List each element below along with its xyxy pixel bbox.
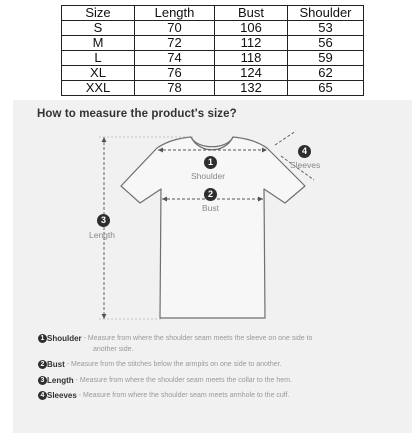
- cell-length: 70: [135, 21, 215, 36]
- legend-description: - Measure from the stitches below the armpits on one side to another.: [64, 361, 282, 369]
- cell-bust: 106: [215, 21, 288, 36]
- cell-bust: 124: [215, 66, 288, 81]
- legend-term: Bust: [47, 360, 65, 370]
- cell-length: 72: [135, 36, 215, 51]
- header-shoulder: Shoulder: [288, 6, 364, 21]
- table-row: [62, 81, 364, 96]
- legend-item-sleeves: [38, 390, 408, 401]
- table-row: [62, 66, 364, 81]
- header-bust: Bust: [215, 6, 288, 21]
- size-table: [61, 5, 364, 96]
- cell-size: M: [62, 36, 135, 51]
- measure-guide-panel: [13, 100, 412, 433]
- table-row: [62, 21, 364, 36]
- legend-number-4: 4: [38, 391, 47, 400]
- sleeves-label: Sleeves: [290, 160, 321, 170]
- cell-bust: 132: [215, 81, 288, 96]
- sleeve-measure-line: [275, 131, 296, 145]
- tshirt-diagram: [13, 100, 412, 330]
- legend-description: - Measure from where the shoulder seam meets armhole to the cuff.: [76, 392, 290, 400]
- cell-shoulder: 56: [288, 36, 364, 51]
- header-length: Length: [135, 6, 215, 21]
- cell-size: XL: [62, 66, 135, 81]
- header-size: Size: [62, 6, 135, 21]
- legend-number-1: 1: [38, 334, 47, 343]
- cell-bust: 118: [215, 51, 288, 66]
- legend-number-2: 2: [38, 360, 47, 369]
- legend-description: - Measure from where the shoulder seam meets the sleeve on one side to: [81, 335, 313, 342]
- shoulder-label: Shoulder: [191, 171, 226, 181]
- legend-description-continued: another side.: [93, 346, 134, 354]
- length-label: Length: [89, 230, 115, 240]
- number-badge-1: 1: [204, 156, 217, 169]
- number-badge-4: 4: [298, 145, 311, 158]
- cell-size: L: [62, 51, 135, 66]
- table-row: [62, 51, 364, 66]
- cell-shoulder: 65: [288, 81, 364, 96]
- guide-title: How to measure the product's size?: [37, 108, 237, 120]
- table-row: [62, 36, 364, 51]
- legend-term: Length: [47, 375, 74, 385]
- number-badge-3: 3: [97, 214, 110, 227]
- legend-term: Sleeves: [47, 391, 77, 401]
- cell-bust: 112: [215, 36, 288, 51]
- cell-length: 78: [135, 81, 215, 96]
- number-badge-2: 2: [204, 188, 217, 201]
- cell-size: XXL: [62, 81, 135, 96]
- cell-shoulder: 62: [288, 66, 364, 81]
- legend-item-length: [38, 375, 408, 386]
- legend-item-shoulder: [38, 333, 408, 355]
- legend-term: Shoulder: [47, 334, 82, 343]
- legend-number-3: 3: [38, 376, 47, 385]
- size-table-header-row: [62, 6, 364, 21]
- cell-size: S: [62, 21, 135, 36]
- legend-item-bust: [38, 359, 408, 370]
- cell-length: 74: [135, 51, 215, 66]
- cell-shoulder: 59: [288, 51, 364, 66]
- legend-description: - Measure from where the shoulder seam meets the collar to the hem.: [73, 376, 292, 384]
- bust-label: Bust: [202, 203, 220, 213]
- cell-length: 76: [135, 66, 215, 81]
- cell-shoulder: 53: [288, 21, 364, 36]
- measure-legend: [38, 333, 408, 405]
